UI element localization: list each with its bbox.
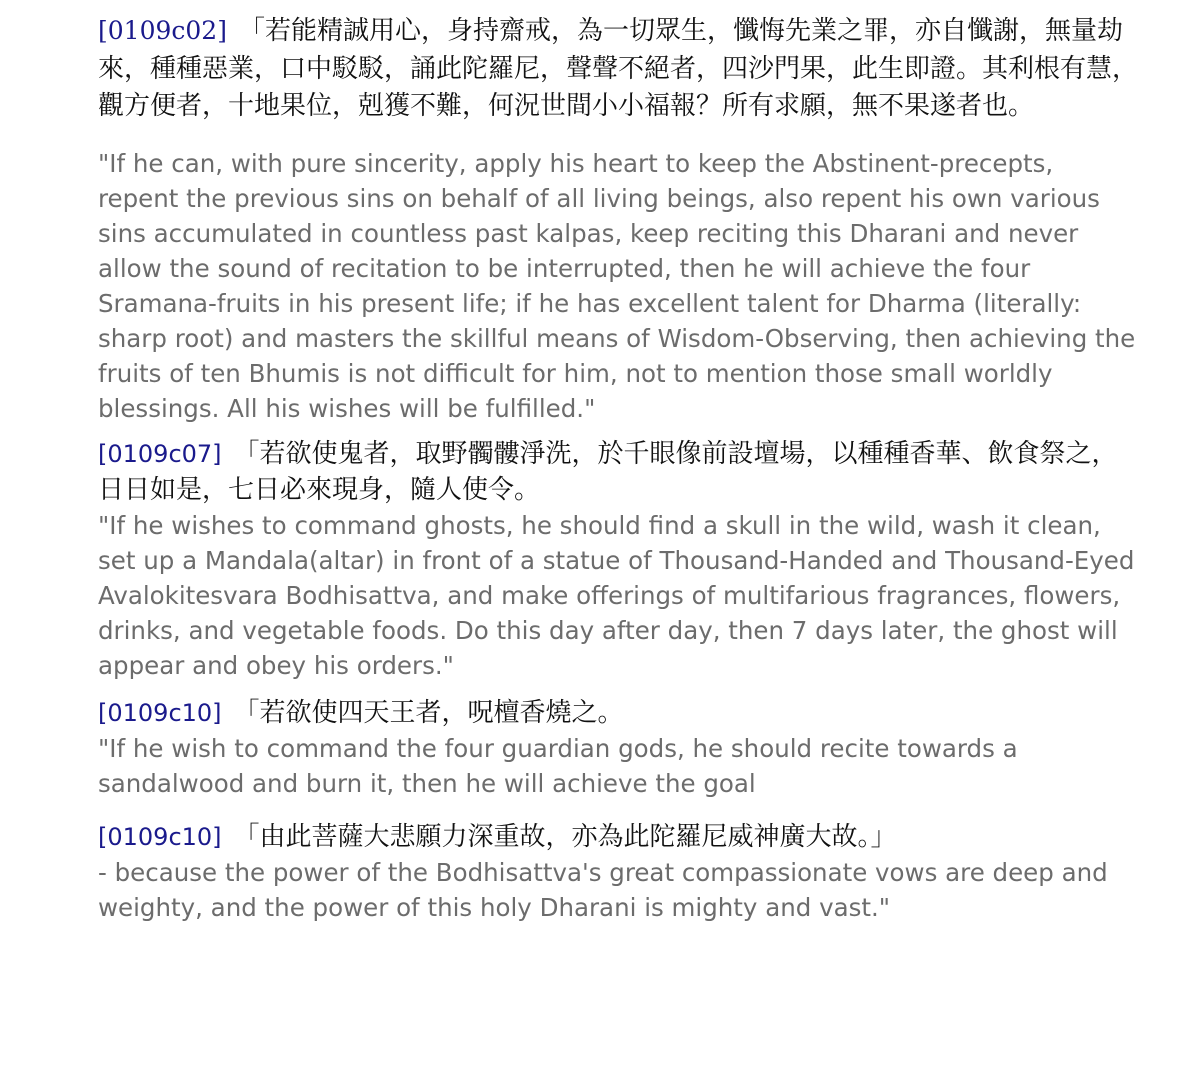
chinese-text-block (98, 436, 1140, 508)
chinese-text-block (98, 12, 1140, 126)
english-translation: "If he can, with pure sincerity, apply his heart to keep the Abstinent-precepts, repent the previous sins on behalf of all living beings, also repent his own various sins accumulated in countless past kalpas, keep reciting this Dharani and never allow the sound of recitation to be interrupted, then he will achieve the four Sramana-fruits in his present life; if he has excellent talent for Dharma (literally: sharp root) and masters the skillful means of Wisdom-Observing, then achieving the fruits of ten Bhumis is not difficult for him, not to mention those small worldly blessings. All his wishes will be fulfilled." (98, 148, 1136, 423)
english-translation: "If he wish to command the four guardian gods, he should recite towards a sandalwood and burn it, then he will achieve the goal (98, 733, 1018, 798)
sutra-entry (98, 695, 1140, 801)
sutra-entry (98, 436, 1140, 683)
chinese-text: 「若欲使鬼者，取野髑髏淨洗，於千眼像前設壇場，以種種香華、飲食祭之，日日如是，七日必來現身，隨人使令。 (98, 438, 1118, 505)
chinese-text: 「若欲使四天王者，呪檀香燒之。 (233, 697, 624, 728)
chinese-text: 「由此菩薩大悲願力深重故，亦為此陀羅尼威神廣大故。」 (233, 821, 897, 852)
english-translation: - because the power of the Bodhisattva's great compassionate vows are deep and weighty, and the power of this holy Dharani is mighty and vast." (98, 857, 1108, 922)
chinese-text-block (98, 695, 1140, 731)
chinese-text: 「若能精誠用心，身持齋戒，為一切眾生，懺悔先業之罪，亦自懺謝，無量劫來，種種惡業，口中駁駁，誦此陀羅尼，聲聲不絕者，四沙門果，此生即證。其利根有慧，觀方便者，十地果位，剋獲不難，何況世間小小福報？所有求願，無不果遂者也。 (98, 16, 1139, 121)
chinese-text-block (98, 819, 1140, 855)
reference-link[interactable]: [0109c02] (98, 16, 227, 45)
sutra-entry (98, 12, 1140, 426)
reference-link[interactable]: [0109c10] (98, 822, 222, 851)
sutra-entry (98, 819, 1140, 925)
reference-link[interactable]: [0109c07] (98, 439, 222, 468)
reference-link[interactable]: [0109c10] (98, 698, 222, 727)
english-translation: "If he wishes to command ghosts, he should find a skull in the wild, wash it clean, set up a Mandala(altar) in front of a statue of Thousand-Handed and Thousand-Eyed Avalokitesvara Bodhisattva, and make offerings of multifarious fragrances, flowers, drinks, and vegetable foods. Do this day after day, then 7 days later, the ghost will appear and obey his orders." (98, 510, 1135, 680)
